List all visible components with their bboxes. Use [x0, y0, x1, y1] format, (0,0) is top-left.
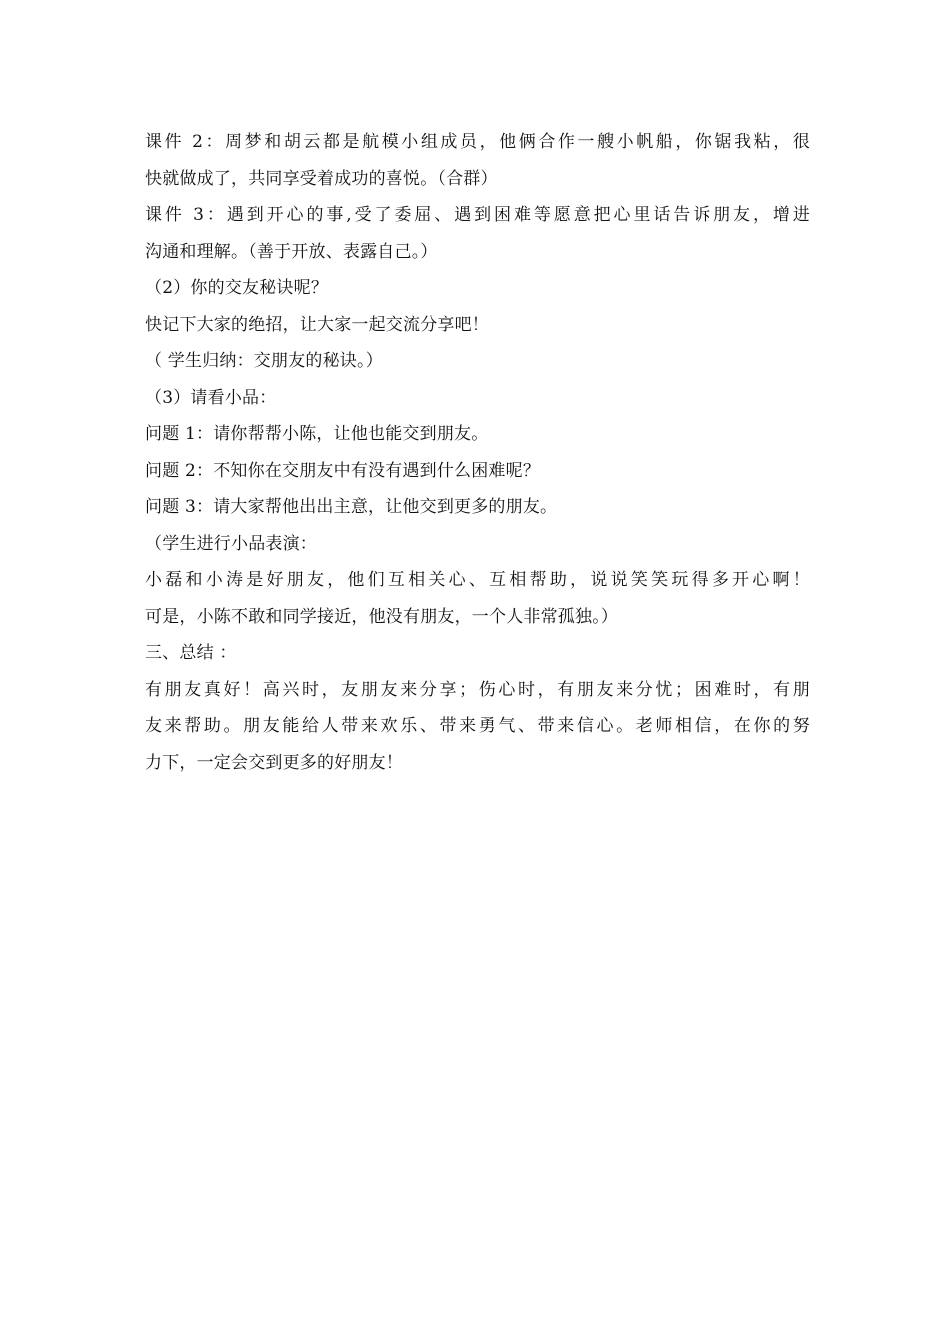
text-line: 问题 2：不知你在交朋友中有没有遇到什么困难呢？: [145, 460, 541, 481]
text-line: 可是，小陈不敢和同学接近，他没有朋友，一个人非常孤独。）: [145, 606, 619, 627]
text-line: 沟通和理解。（善于开放、表露自己。）: [145, 241, 438, 262]
text-line: （3）请看小品：: [145, 387, 277, 408]
text-line: 快记下大家的绝招，让大家一起交流分享吧！: [145, 314, 489, 335]
text-line: 三、总结 ：: [145, 643, 237, 663]
text-line: 课件 3：遇到开心的事,受了委屈、遇到困难等愿意把心里话告诉朋友，增进: [145, 205, 810, 225]
text-line: 快就做成了，共同享受着成功的喜悦。（合群）: [145, 168, 498, 189]
text-line: （ 学生归纳：交朋友的秘诀。）: [145, 351, 383, 371]
text-line: 有朋友真好！高兴时，友朋友来分享；伤心时，有朋友来分忧；困难时，有朋: [145, 679, 810, 700]
text-line: （2）你的交友秘诀呢？: [145, 278, 329, 298]
text-line: 课件 2：周梦和胡云都是航模小组成员，他俩合作一艘小帆船，你锯我粘，很: [145, 132, 810, 152]
text-line: 友来帮助。朋友能给人带来欢乐、带来勇气、带来信心。老师相信，在你的努: [145, 716, 810, 736]
text-line: 问题 3：请大家帮他出出主意，让他交到更多的朋友。: [145, 497, 558, 517]
text-line: 力下，一定会交到更多的好朋友！: [145, 752, 403, 773]
document-body: [145, 124, 810, 781]
text-line: 小磊和小涛是好朋友，他们互相关心、互相帮助，说说笑笑玩得多开心啊！: [145, 570, 810, 590]
text-line: 问题 1：请你帮帮小陈，让他也能交到朋友。: [145, 424, 489, 444]
text-line: （学生进行小品表演：: [145, 533, 317, 554]
